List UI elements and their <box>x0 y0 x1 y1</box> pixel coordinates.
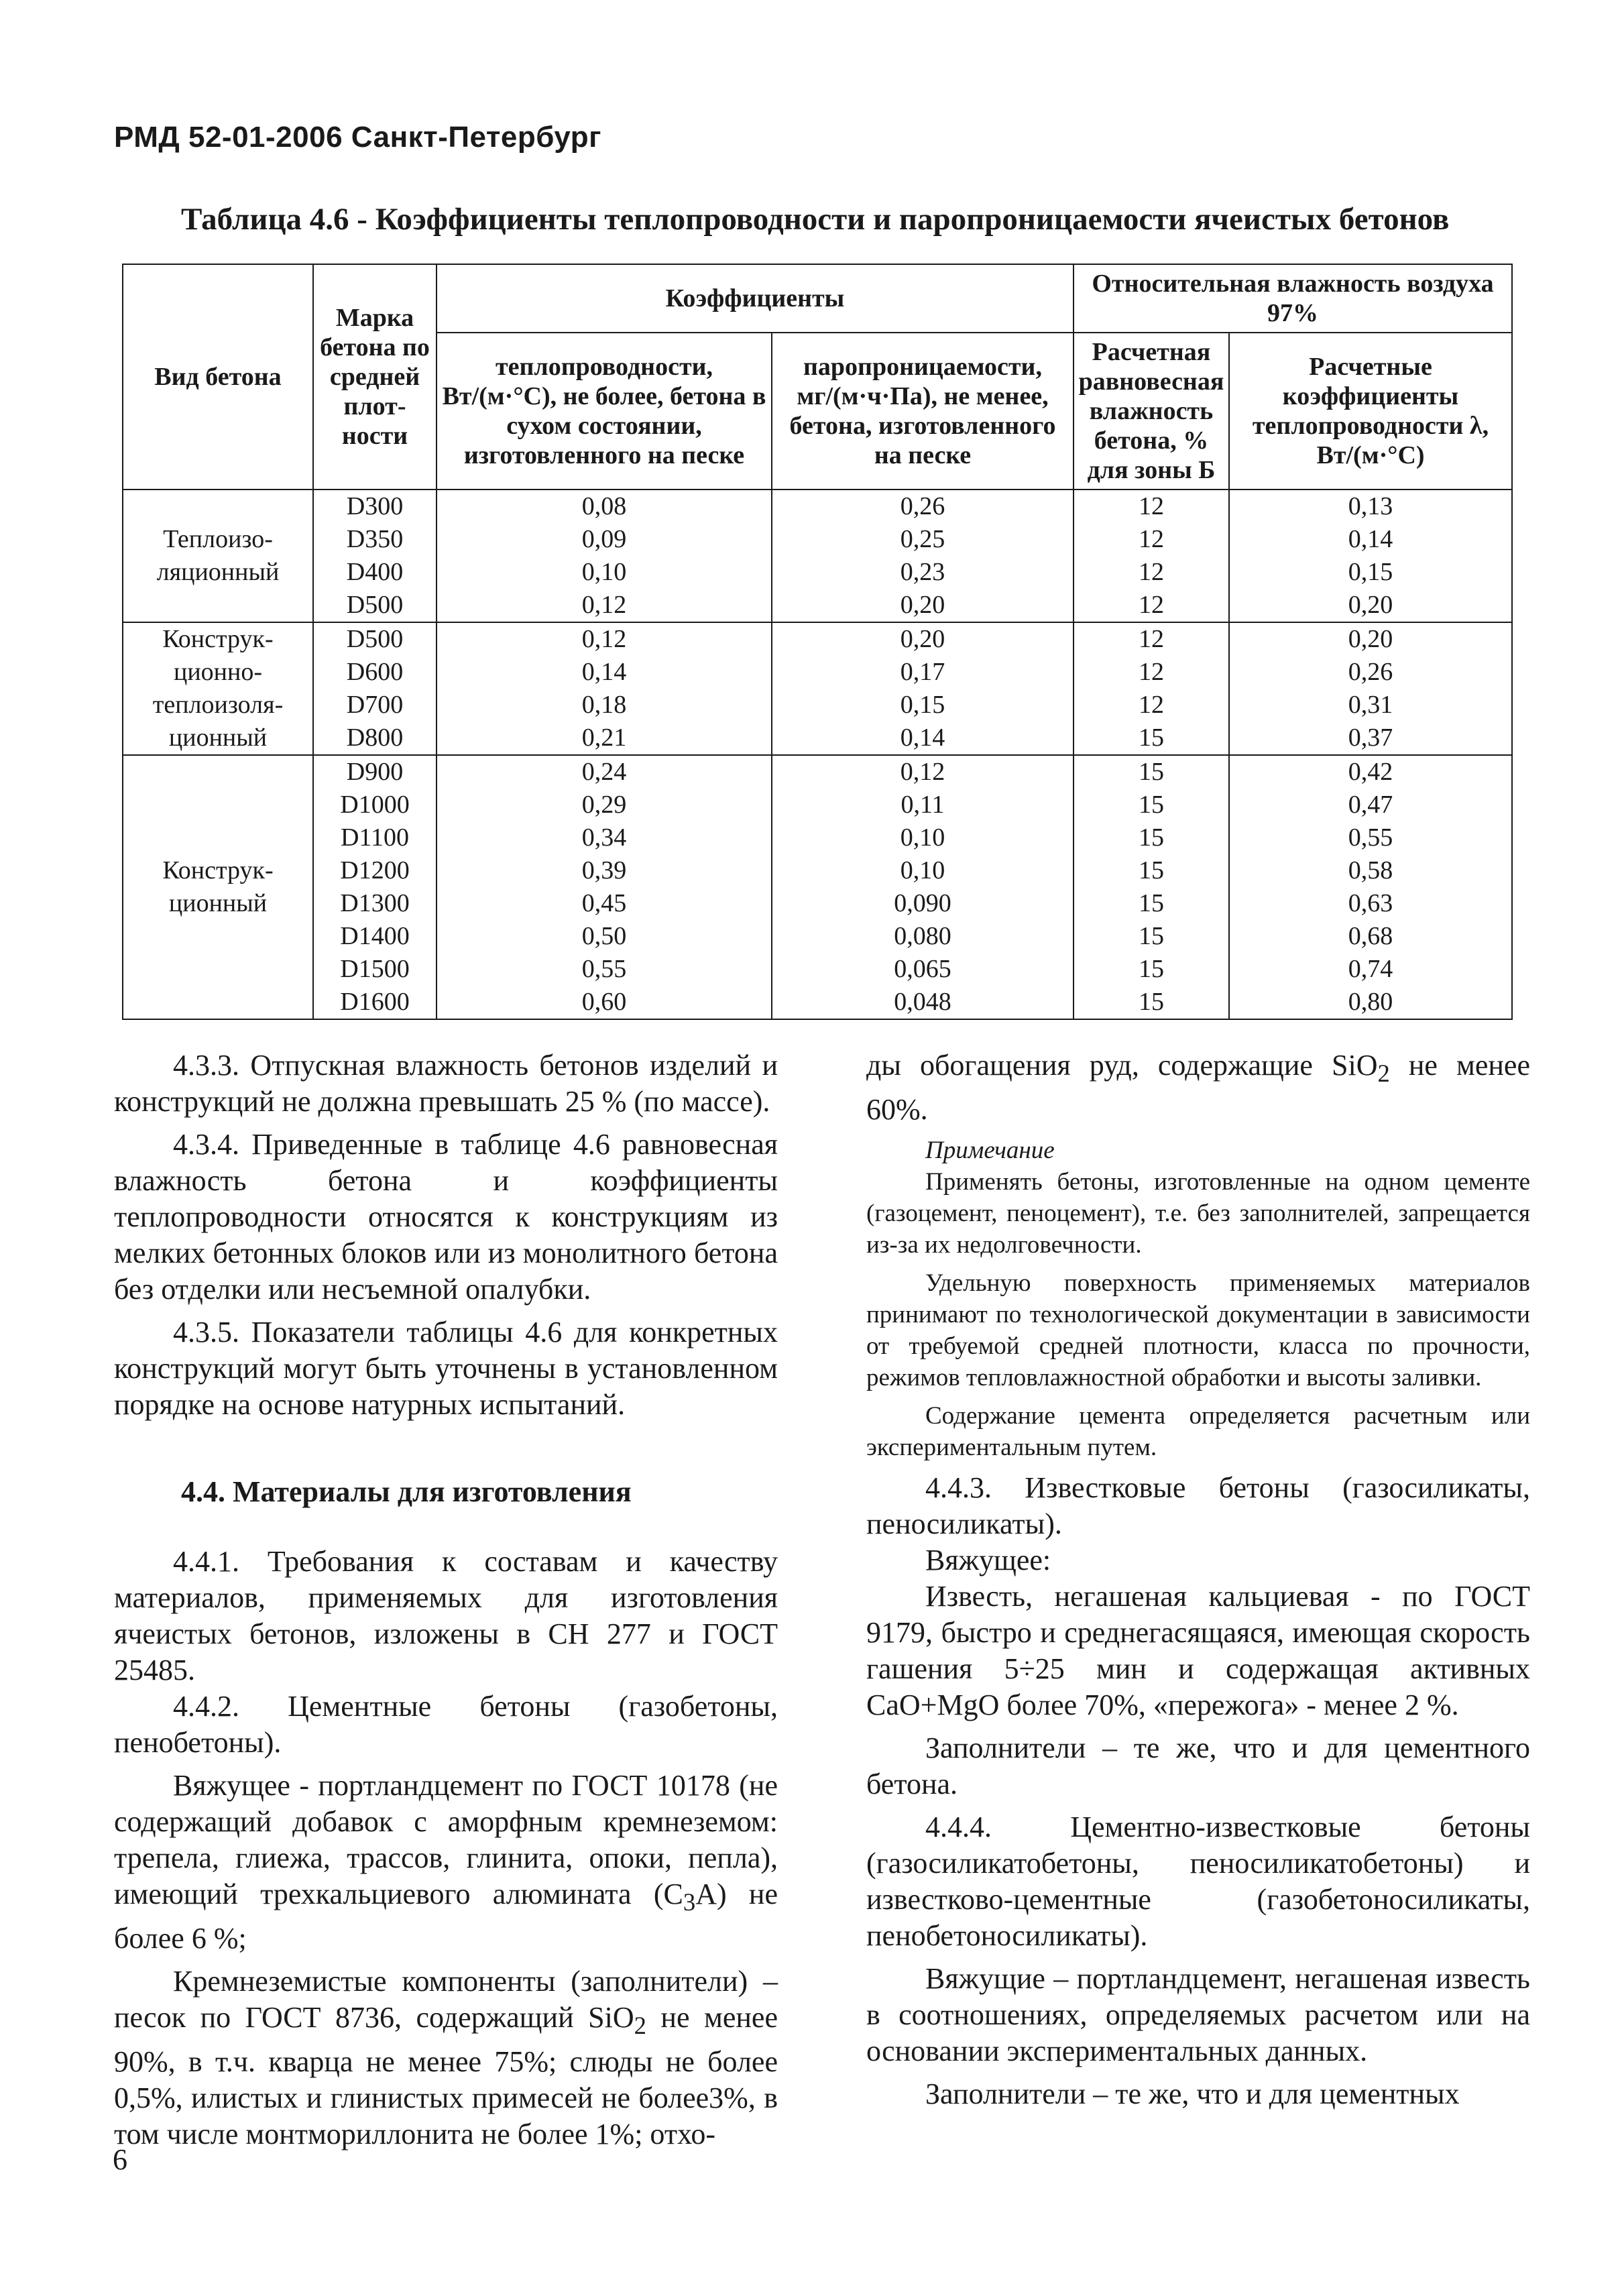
moisture-cell: 15 <box>1074 920 1229 953</box>
table-row <box>123 622 1512 656</box>
lambda-cell: 0,63 <box>1229 887 1512 920</box>
paragraph-4-4-2: 4.4.2. Цементные бетоны (газобетоны, пенобетоны). <box>114 1690 778 1759</box>
paragraph-fillers-1: Заполнители – те же, что и для цементного бетона. <box>866 1731 1530 1800</box>
paragraph-4-4-4: 4.4.4. Цементно-известковые бетоны (газосиликатобетоны, пеносиликатобетоны) и известково-цементные (газобетоносиликаты, пенобетоносиликаты). <box>866 1810 1530 1952</box>
paragraph-4-4-3: 4.4.3. Известковые бетоны (газосиликаты, пеносиликаты). <box>866 1471 1530 1540</box>
lambda-cell: 0,37 <box>1229 722 1512 755</box>
section-heading-4-4: 4.4. Материалы для изготовления <box>181 1475 632 1508</box>
thermal-conductivity-cell: 0,18 <box>437 689 772 722</box>
moisture-cell: 15 <box>1074 986 1229 1019</box>
table-row <box>123 722 1512 755</box>
note-label: Примечание <box>925 1136 1055 1164</box>
moisture-cell: 12 <box>1074 523 1229 556</box>
table-row <box>123 789 1512 821</box>
moisture-cell: 15 <box>1074 722 1229 755</box>
grade-cell: D300 <box>313 490 437 523</box>
table-row <box>123 887 1512 920</box>
grade-cell: D1000 <box>313 789 437 821</box>
document-header: РМД 52-01-2006 Санкт-Петербург <box>114 121 601 154</box>
vapor-permeability-cell: 0,14 <box>772 722 1074 755</box>
vapor-permeability-cell: 0,23 <box>772 556 1074 589</box>
moisture-cell: 12 <box>1074 490 1229 523</box>
grade-cell: D1200 <box>313 854 437 887</box>
table-row <box>123 821 1512 854</box>
vapor-permeability-cell: 0,26 <box>772 490 1074 523</box>
right-column <box>866 1047 1530 2112</box>
moisture-cell: 15 <box>1074 821 1229 854</box>
moisture-cell: 12 <box>1074 556 1229 589</box>
paragraph-binders-2: Вяжущие – портландцемент, негашеная известь в соотношениях, определяемых расчетом или на основании экспериментальных данных. <box>866 1961 1530 2067</box>
thermal-conductivity-cell: 0,29 <box>437 789 772 821</box>
grade-cell: D500 <box>313 622 437 656</box>
lambda-cell: 0,15 <box>1229 556 1512 589</box>
left-column <box>114 1047 778 2152</box>
lambda-cell: 0,20 <box>1229 589 1512 622</box>
paragraph-fillers-2: Заполнители – те же, что и для цементных <box>925 2077 1460 2110</box>
table-title: Таблица 4.6 - Коэффициенты теплопроводности и паропроницаемости ячеистых бетонов <box>181 202 1450 237</box>
lambda-cell: 0,55 <box>1229 821 1512 854</box>
header-marka: Марка бетона по средней плот-ности <box>313 264 437 490</box>
moisture-cell: 12 <box>1074 656 1229 689</box>
paragraph-4-3-4: 4.3.4. Приведенные в таблице 4.6 равновесная влажность бетона и коэффициенты теплопроводности относятся к конструкциям из мелких бетонных блоков или из монолитного бетона без отделки или несъемной опалубки. <box>114 1128 778 1306</box>
table-row <box>123 953 1512 986</box>
grade-cell: D1100 <box>313 821 437 854</box>
header-teplo: теплопроводности, Вт/(м·°С), не более, бетона в сухом состоянии, изготовленного на песке <box>437 333 772 490</box>
vapor-permeability-cell: 0,10 <box>772 854 1074 887</box>
lambda-cell: 0,20 <box>1229 622 1512 656</box>
moisture-cell: 12 <box>1074 689 1229 722</box>
moisture-cell: 12 <box>1074 622 1229 656</box>
paragraph-silica: Кремнеземистые компоненты (заполнители) – песок по ГОСТ 8736, содержащий SiO$_2$ не менее 90%, в т.ч. кварца не менее 75%; слюды не более 0,5%, илистых и глинистых примесей не более3%, в том числе монтмориллонита не более 1%; отхо- <box>114 1964 778 2150</box>
moisture-cell: 15 <box>1074 953 1229 986</box>
thermal-conductivity-cell: 0,14 <box>437 656 772 689</box>
lambda-cell: 0,14 <box>1229 523 1512 556</box>
thermal-conductivity-cell: 0,08 <box>437 490 772 523</box>
lambda-cell: 0,42 <box>1229 755 1512 789</box>
grade-cell: D350 <box>313 523 437 556</box>
table-row <box>123 589 1512 622</box>
concrete-coefficients-table <box>122 264 1513 1020</box>
lambda-cell: 0,26 <box>1229 656 1512 689</box>
concrete-type-cell: Конструк-ционный <box>123 755 313 1019</box>
vapor-permeability-cell: 0,090 <box>772 887 1074 920</box>
thermal-conductivity-cell: 0,21 <box>437 722 772 755</box>
moisture-cell: 15 <box>1074 854 1229 887</box>
paragraph-4-4-1: 4.4.1. Требования к составам и качеству материалов, применяемых для изготовления ячеистых бетонов, изложены в СН 277 и ГОСТ 25485. <box>114 1545 778 1686</box>
moisture-cell: 15 <box>1074 789 1229 821</box>
thermal-conductivity-cell: 0,12 <box>437 589 772 622</box>
thermal-conductivity-cell: 0,34 <box>437 821 772 854</box>
note-1: Применять бетоны, изготовленные на одном цементе (газоцемент, пеноцемент), т.е. без заполнителей, запрещается из-за их недолговечности. <box>866 1167 1530 1259</box>
lambda-cell: 0,13 <box>1229 490 1512 523</box>
table-row <box>123 689 1512 722</box>
grade-cell: D900 <box>313 755 437 789</box>
thermal-conductivity-cell: 0,12 <box>437 622 772 656</box>
thermal-conductivity-cell: 0,60 <box>437 986 772 1019</box>
vapor-permeability-cell: 0,10 <box>772 821 1074 854</box>
vapor-permeability-cell: 0,25 <box>772 523 1074 556</box>
grade-cell: D400 <box>313 556 437 589</box>
table-body <box>123 490 1512 1019</box>
table-row <box>123 556 1512 589</box>
table-row <box>123 755 1512 789</box>
header-otn: Относительная влажность воздуха 97% <box>1074 264 1512 333</box>
grade-cell: D1600 <box>313 986 437 1019</box>
paragraph-binder: Вяжущее - портландцемент по ГОСТ 10178 (не содержащий добавок с аморфным кремнеземом: трепела, глиежа, трассов, глинита, опоки, пепла), имеющий трехкальциевого алюмината $(C_3A)$ не более 6 %; <box>114 1769 778 1955</box>
table-row <box>123 656 1512 689</box>
vapor-permeability-cell: 0,048 <box>772 986 1074 1019</box>
header-paro: паропроницаемости, мг/(м·ч·Па), не менее, бетона, изготовленного на песке <box>772 333 1074 490</box>
table-row <box>123 986 1512 1019</box>
thermal-conductivity-cell: 0,50 <box>437 920 772 953</box>
table-row <box>123 854 1512 887</box>
table-row <box>123 490 1512 523</box>
page-number: 6 <box>113 2143 127 2176</box>
thermal-conductivity-cell: 0,39 <box>437 854 772 887</box>
moisture-cell: 15 <box>1074 887 1229 920</box>
vapor-permeability-cell: 0,20 <box>772 589 1074 622</box>
note-2: Удельную поверхность применяемых материалов принимают по технологической документации в зависимости от требуемой средней плотности, класса по прочности, режимов тепловлажностной обработки и высоты заливки. <box>866 1269 1530 1391</box>
grade-cell: D600 <box>313 656 437 689</box>
lambda-cell: 0,80 <box>1229 986 1512 1019</box>
header-vid: Вид бетона <box>123 264 313 490</box>
grade-cell: D700 <box>313 689 437 722</box>
lambda-cell: 0,47 <box>1229 789 1512 821</box>
thermal-conductivity-cell: 0,09 <box>437 523 772 556</box>
header-koeff: Коэффициенты <box>437 264 1074 333</box>
thermal-conductivity-cell: 0,24 <box>437 755 772 789</box>
header-lambda: Расчетные коэффициенты теплопроводности λ, Вт/(м·°С) <box>1229 333 1512 490</box>
grade-cell: D500 <box>313 589 437 622</box>
lambda-cell: 0,58 <box>1229 854 1512 887</box>
paragraph-4-3-5: 4.3.5. Показатели таблицы 4.6 для конкретных конструкций могут быть уточнены в установленном порядке на основе натурных испытаний. <box>114 1316 778 1421</box>
concrete-type-cell: Конструк-ционно-теплоизоля-ционный <box>123 622 313 755</box>
header-vlazh: Расчетная равновесная влажность бетона, % для зоны Б <box>1074 333 1229 490</box>
lambda-cell: 0,74 <box>1229 953 1512 986</box>
vapor-permeability-cell: 0,12 <box>772 755 1074 789</box>
grade-cell: D800 <box>313 722 437 755</box>
vapor-permeability-cell: 0,20 <box>772 622 1074 656</box>
note-3: Содержание цемента определяется расчетным или экспериментальным путем. <box>866 1401 1530 1461</box>
vapor-permeability-cell: 0,065 <box>772 953 1074 986</box>
binder-label: Вяжущее: <box>925 1543 1051 1576</box>
paragraph-4-3-3: 4.3.3. Отпускная влажность бетонов изделий и конструкций не должна превышать 25 % (по массе). <box>114 1049 778 1118</box>
paragraph-lime: Известь, негашеная кальциевая - по ГОСТ 9179, быстро и среднегасящаяся, имеющая скорость гашения 5÷25 мин и содержащая активных CaO+MgO более 70%, «пережога» - менее 2 %. <box>866 1579 1530 1721</box>
lambda-cell: 0,68 <box>1229 920 1512 953</box>
grade-cell: D1500 <box>313 953 437 986</box>
grade-cell: D1400 <box>313 920 437 953</box>
lambda-cell: 0,31 <box>1229 689 1512 722</box>
vapor-permeability-cell: 0,11 <box>772 789 1074 821</box>
moisture-cell: 15 <box>1074 755 1229 789</box>
thermal-conductivity-cell: 0,55 <box>437 953 772 986</box>
vapor-permeability-cell: 0,17 <box>772 656 1074 689</box>
table-row <box>123 920 1512 953</box>
thermal-conductivity-cell: 0,45 <box>437 887 772 920</box>
table-row <box>123 523 1512 556</box>
concrete-type-cell: Теплоизо-ляционный <box>123 490 313 622</box>
thermal-conductivity-cell: 0,10 <box>437 556 772 589</box>
vapor-permeability-cell: 0,080 <box>772 920 1074 953</box>
moisture-cell: 12 <box>1074 589 1229 622</box>
paragraph-continued: ды обогащения руд, содержащие SiO$_2$ не менее 60%. <box>866 1049 1530 1126</box>
vapor-permeability-cell: 0,15 <box>772 689 1074 722</box>
grade-cell: D1300 <box>313 887 437 920</box>
